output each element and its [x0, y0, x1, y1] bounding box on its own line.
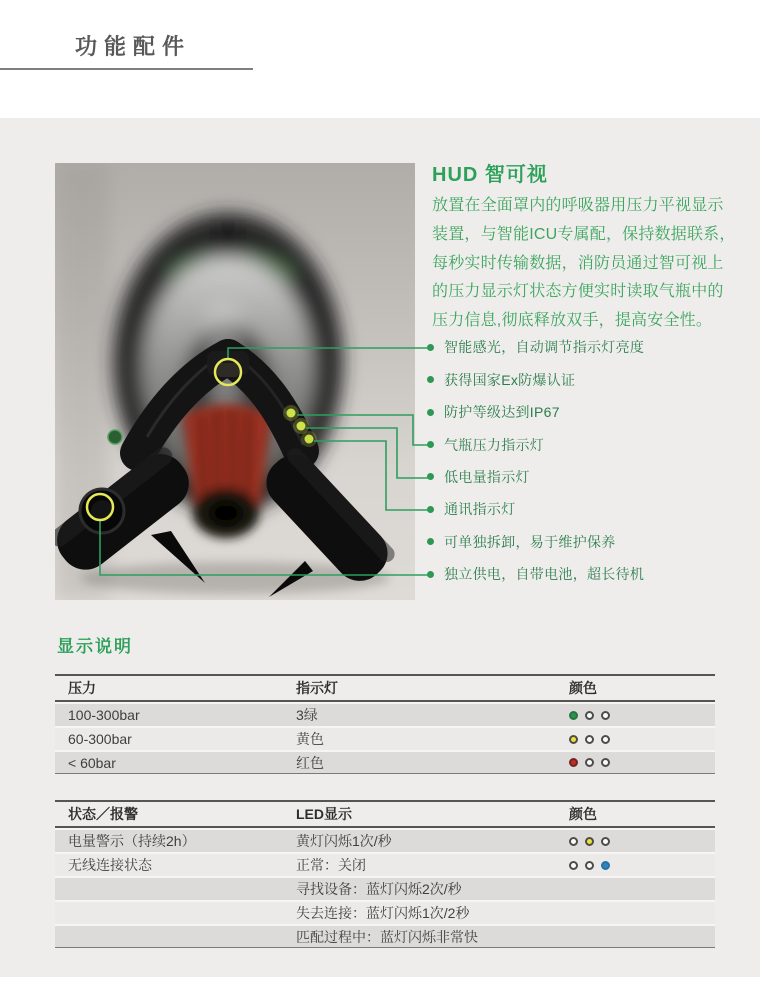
color-dot-icon [569, 711, 578, 720]
column-header: 指示灯 [296, 680, 338, 696]
hud-product-image [55, 163, 415, 600]
column-header: 状态／报警 [68, 806, 138, 822]
led-cell: 黄灯闪烁1次/秒 [296, 833, 392, 849]
feature-bullet: 智能感光，自动调节指示灯亮度 [427, 331, 644, 363]
title-underline [0, 68, 253, 70]
color-dot-icon [569, 837, 578, 846]
bullet-dot-icon [427, 376, 434, 383]
bottom-margin [0, 977, 760, 981]
bullet-dot-icon [427, 538, 434, 545]
feature-bullet: 获得国家Ex防爆认证 [427, 363, 644, 395]
led-cell: 失去连接：蓝灯闪烁1次/2秒 [296, 905, 470, 921]
paragraph-line: 的压力显示灯状态方便实时读取气瓶中的 [432, 283, 724, 301]
status-table [55, 800, 715, 948]
paragraph-line: 装置，与智能ICU专属配，保持数据联系， [432, 225, 736, 243]
color-dot-icon [601, 735, 610, 744]
color-dots-cell [565, 711, 715, 720]
color-dot-icon [585, 711, 594, 720]
bullet-dot-icon [427, 571, 434, 578]
pressure-cell: 60-300bar [68, 731, 132, 747]
column-header: 颜色 [569, 680, 597, 696]
bullet-dot-icon [427, 473, 434, 480]
pressure-table [55, 674, 715, 774]
table-header-row [55, 674, 715, 702]
table-row [55, 828, 715, 852]
indicator-cell: 黄色 [296, 731, 324, 747]
color-dots-cell [565, 861, 715, 870]
led-cell: 寻找设备：蓝灯闪烁2次/秒 [296, 881, 462, 897]
feature-bullet-list [427, 331, 644, 591]
table-row [55, 876, 715, 900]
blurred-red-nozzle [183, 404, 271, 538]
color-dots-cell [565, 837, 715, 846]
column-header: 颜色 [569, 806, 597, 822]
feature-bullet: 通讯指示灯 [427, 493, 644, 525]
color-dot-icon [585, 735, 594, 744]
page-header [0, 0, 760, 118]
bullet-dot-icon [427, 441, 434, 448]
color-dot-icon [585, 758, 594, 767]
status-cell: 电量警示（持续2h） [68, 833, 196, 849]
page-title: 功能配件 [75, 34, 192, 59]
feature-bullet: 可单独拆卸，易于维护保养 [427, 526, 644, 558]
column-header: LED显示 [296, 806, 352, 822]
feature-bullet: 防护等级达到IP67 [427, 396, 644, 428]
hud-heading: HUD 智可视 [432, 164, 548, 186]
feature-bullet: 低电量指示灯 [427, 461, 644, 493]
feature-bullet: 独立供电，自带电池，超长待机 [427, 558, 644, 590]
indicator-cell: 红色 [296, 754, 324, 771]
paragraph-line: 每秒实时传输数据，消防员通过智可视上 [432, 254, 724, 272]
bullet-dot-icon [427, 409, 434, 416]
bullet-dot-icon [427, 506, 434, 513]
color-dot-icon [601, 837, 610, 846]
hero-section [0, 118, 760, 620]
color-dot-icon [569, 735, 578, 744]
hud-paragraph [432, 192, 742, 336]
table-row [55, 924, 715, 948]
color-dot-icon [569, 861, 578, 870]
status-cell: 无线连接状态 [68, 857, 152, 873]
color-dots-cell [565, 735, 715, 744]
column-header: 压力 [68, 680, 96, 696]
color-dot-icon [569, 758, 578, 767]
feature-bullet: 气瓶压力指示灯 [427, 428, 644, 460]
product-photo [55, 163, 415, 600]
pressure-cell: 100-300bar [68, 707, 140, 723]
table-header-row [55, 800, 715, 828]
table-row [55, 726, 715, 750]
pressure-cell: < 60bar [68, 754, 116, 771]
color-dots-cell [565, 758, 715, 767]
led-cell: 匹配过程中：蓝灯闪烁非常快 [296, 928, 478, 945]
table-row [55, 750, 715, 774]
led-cell: 正常：关闭 [296, 857, 366, 873]
paragraph-line: 压力信息,彻底释放双手，提高安全性。 [432, 312, 713, 330]
color-dot-icon [601, 758, 610, 767]
color-dot-icon [601, 861, 610, 870]
color-dot-icon [601, 711, 610, 720]
indicator-cell: 3绿 [296, 707, 318, 723]
brand-emblem [108, 430, 122, 444]
bullet-dot-icon [427, 344, 434, 351]
color-dot-icon [585, 837, 594, 846]
color-dot-icon [585, 861, 594, 870]
table-row [55, 702, 715, 726]
table-row [55, 900, 715, 924]
paragraph-line: 放置在全面罩内的呼吸器用压力平视显示 [432, 197, 724, 214]
display-section-heading: 显示说明 [57, 637, 133, 656]
content-area [0, 118, 760, 977]
table-row [55, 852, 715, 876]
